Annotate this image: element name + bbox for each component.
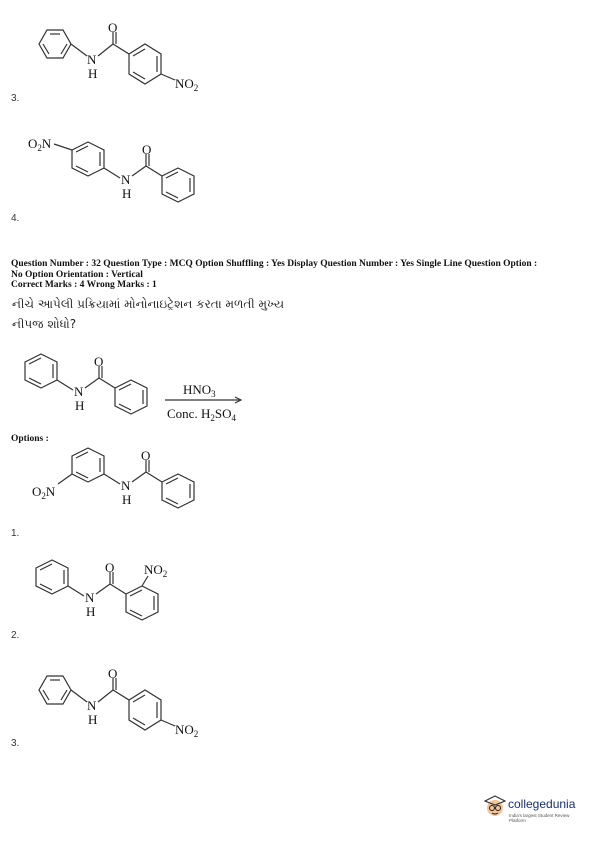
question-text xyxy=(12,294,312,334)
mascot-icon xyxy=(484,794,506,820)
option-number: 1. xyxy=(11,528,20,539)
no2-label: $NO_2$ xyxy=(144,562,168,579)
question-text-line2: નીપજ શોધો? xyxy=(12,317,77,331)
structure-option-3[interactable] xyxy=(25,668,225,748)
option-number: 3. xyxy=(11,93,20,104)
h-label: H xyxy=(88,66,98,81)
logo-name: collegedunia xyxy=(508,797,576,811)
structure-option-1[interactable] xyxy=(28,446,228,526)
h-label: H xyxy=(122,492,132,507)
option-number: 4. xyxy=(11,213,20,224)
n-label: N xyxy=(85,590,95,605)
question-meta-line2: No Option Orientation : Vertical xyxy=(11,269,143,280)
h-label: H xyxy=(75,398,85,413)
o-label: O xyxy=(142,142,152,157)
h-label: H xyxy=(122,186,132,201)
question-marks: Correct Marks : 4 Wrong Marks : 1 xyxy=(11,280,157,290)
o-label: O xyxy=(105,560,115,575)
h-label: H xyxy=(86,604,96,619)
structure-prev-option-4 xyxy=(28,130,228,210)
question-meta-line1: Question Number : 32 Question Type : MCQ Option Shuffling : Yes Display Question Number : Yes Single Line Question Option : xyxy=(11,259,538,269)
options-label: Options : xyxy=(11,434,49,444)
n-label: N xyxy=(87,698,97,713)
no2-label: $NO_2$ xyxy=(175,722,199,739)
question-header xyxy=(11,259,586,291)
reaction-scheme xyxy=(15,352,275,432)
o-label: O xyxy=(141,448,151,463)
n-label: N xyxy=(121,172,131,187)
option-number: 2. xyxy=(11,630,20,641)
o2n-label: $O_2N$ xyxy=(32,484,56,501)
option-number: 3. xyxy=(11,738,20,749)
o-label: O xyxy=(108,22,118,35)
logo-tagline: India's largest Student Review Platform xyxy=(509,813,570,823)
h-label: H xyxy=(88,712,98,727)
n-label: N xyxy=(121,478,131,493)
collegedunia-logo[interactable] xyxy=(484,794,584,824)
o-label: O xyxy=(108,668,118,681)
reagent-bottom: Conc. $H_2SO_4$ xyxy=(167,406,236,423)
n-label: N xyxy=(87,52,97,67)
n-label: N xyxy=(74,384,84,399)
structure-prev-option-3 xyxy=(25,22,225,102)
structure-option-2[interactable] xyxy=(28,558,228,638)
question-text-line1: નીચે આપેલી પ્રક્રિયામાં મોનોનાઇટ્રેશન કરતા મળતી મુખ્ય xyxy=(12,297,285,311)
no2-label: $NO_2$ xyxy=(175,76,199,93)
o2n-label: $O_2N$ xyxy=(28,136,52,153)
reagent-top: $HNO_3$ xyxy=(183,382,216,399)
o-label: O xyxy=(94,354,104,369)
